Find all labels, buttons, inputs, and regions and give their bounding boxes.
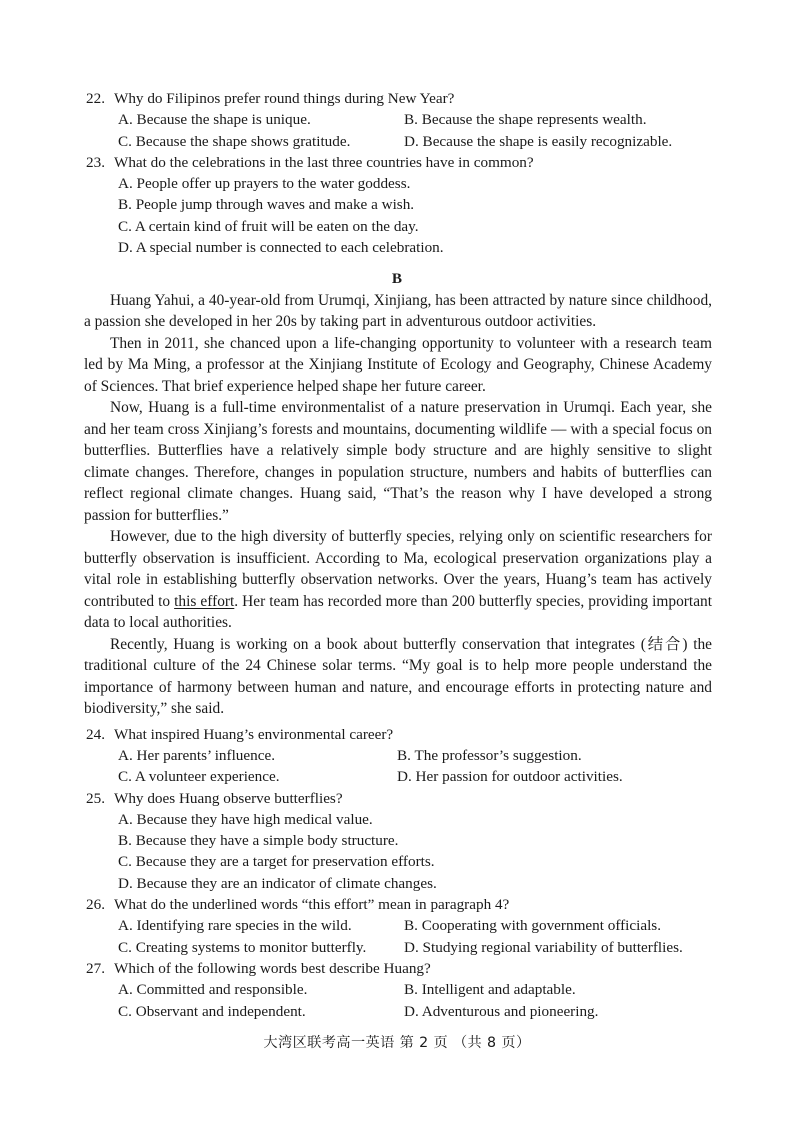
question-22: [84, 88, 712, 109]
option-d[interactable]: D. Studying regional variability of butterflies.: [404, 938, 683, 956]
question-number: 24.: [86, 725, 105, 743]
question-stem: What do the celebrations in the last three countries have in common?: [114, 153, 534, 171]
question-number: 22.: [86, 90, 105, 107]
option-row: [118, 745, 712, 766]
option-row: [118, 237, 712, 258]
option-a[interactable]: A. Committed and responsible.: [118, 981, 308, 999]
option-row: [118, 830, 712, 851]
option-a[interactable]: A. People offer up prayers to the water goddess.: [118, 175, 411, 193]
option-a[interactable]: A. Because they have high medical value.: [118, 810, 373, 828]
option-c[interactable]: C. Because they are a target for preservation efforts.: [118, 853, 435, 871]
option-c[interactable]: C. Observant and independent.: [118, 1002, 306, 1020]
question-number: 27.: [86, 959, 105, 977]
passage-paragraph-5: Recently, Huang is working on a book about butterfly conservation that integrates (结合) the traditional culture of the 24 Chinese solar terms. “My goal is to help more people understand the importance of harmony between human and nature, and encourage efforts in protecting nature and biodiversity,” she said.: [84, 635, 712, 718]
question-number: 25.: [86, 789, 105, 807]
option-b[interactable]: B. The professor’s suggestion.: [397, 746, 582, 764]
option-row: [118, 131, 712, 152]
option-d[interactable]: D. Adventurous and pioneering.: [404, 1002, 599, 1020]
option-row: [118, 873, 712, 894]
question-number: 23.: [86, 153, 105, 171]
option-d[interactable]: D. Because they are an indicator of climate changes.: [118, 874, 437, 892]
passage-paragraph-3: Now, Huang is a full-time environmentalist of a nature preservation in Urumqi. Each year, she and her team cross Xinjiang’s forests and mountains, documenting wildlife — with a special focus on butterflies. Butterflies have a relatively simple body structure and are highly sensitive to slight climate changes. Therefore, changes in population structure, numbers and habits of butterflies can reflect regional climate changes. Huang said, “That’s the reason why I have developed a strong passion for butterflies.”: [84, 399, 712, 524]
underlined-phrase: this effort: [174, 592, 235, 610]
passage-paragraph-2: Then in 2011, she chanced upon a life-changing opportunity to volunteer with a research team led by Ma Ming, a professor at the Xinjiang Institute of Ecology and Geography, Chinese Academy of Sciences. That brief experience helped shape her future career.: [84, 334, 712, 395]
question-stem: What inspired Huang’s environmental career?: [114, 725, 394, 743]
option-c[interactable]: C. A volunteer experience.: [118, 768, 280, 786]
page-content: [84, 88, 712, 1022]
question-26: [84, 894, 712, 915]
option-a[interactable]: A. Identifying rare species in the wild.: [118, 917, 352, 935]
option-row: [118, 216, 712, 237]
option-d[interactable]: D. A special number is connected to each celebration.: [118, 239, 444, 257]
option-b[interactable]: B. People jump through waves and make a wish.: [118, 196, 415, 214]
option-row: [118, 766, 712, 787]
option-b[interactable]: B. Intelligent and adaptable.: [404, 981, 576, 999]
option-c[interactable]: C. Creating systems to monitor butterfly.: [118, 938, 367, 956]
section-heading-b: B: [391, 270, 403, 288]
passage-paragraph-1: Huang Yahui, a 40-year-old from Urumqi, Xinjiang, has been attracted by nature since childhood, a passion she developed in her 20s by taking part in adventurous outdoor activities.: [84, 291, 712, 331]
option-row: [118, 915, 712, 936]
page-footer: [0, 1032, 794, 1052]
option-row: [118, 851, 712, 872]
option-row: [118, 937, 712, 958]
passage-paragraph-4: However, due to the high diversity of butterfly species, relying only on scientific researchers for butterfly observation is insufficient. According to Ma, ecological preservation organizations play a vital role in establishing butterfly observation networks. Over the years, Huang’s team has actively contributed to this effort. Her team has recorded more than 200 butterfly species, providing important data to local authorities.: [84, 528, 712, 632]
option-b[interactable]: B. Because the shape represents wealth.: [404, 111, 647, 129]
option-b[interactable]: B. Cooperating with government officials.: [404, 917, 662, 935]
option-d[interactable]: D. Her passion for outdoor activities.: [397, 768, 623, 786]
question-23: [84, 152, 712, 173]
question-23-options: [84, 173, 712, 258]
question-22-options: [84, 109, 712, 152]
option-b[interactable]: B. Because they have a simple body structure.: [118, 832, 399, 850]
option-row: [118, 1001, 712, 1022]
option-a[interactable]: A. Because the shape is unique.: [118, 111, 311, 129]
question-stem: Why does Huang observe butterflies?: [114, 789, 343, 807]
question-26-options: [84, 915, 712, 958]
question-stem: Which of the following words best describe Huang?: [114, 959, 431, 977]
option-row: [118, 109, 712, 130]
question-25: [84, 788, 712, 809]
question-number: 26.: [86, 896, 105, 914]
question-25-options: [84, 809, 712, 894]
option-a[interactable]: A. Her parents’ influence.: [118, 746, 276, 764]
footer-text: 大湾区联考高一英语 第 2 页 （共 8 页）: [263, 1035, 531, 1051]
option-row: [118, 194, 712, 215]
option-row: [118, 979, 712, 1000]
question-stem: What do the underlined words “this effort” mean in paragraph 4?: [114, 896, 510, 914]
option-c[interactable]: C. A certain kind of fruit will be eaten on the day.: [118, 217, 419, 235]
option-d[interactable]: D. Because the shape is easily recognizable.: [404, 132, 673, 150]
option-c[interactable]: C. Because the shape shows gratitude.: [118, 132, 351, 150]
question-27-options: [84, 979, 712, 1022]
option-row: [118, 173, 712, 194]
question-27: [84, 958, 712, 979]
question-stem: Why do Filipinos prefer round things during New Year?: [114, 90, 455, 107]
question-24: [84, 724, 712, 745]
question-24-options: [84, 745, 712, 788]
option-row: [118, 809, 712, 830]
